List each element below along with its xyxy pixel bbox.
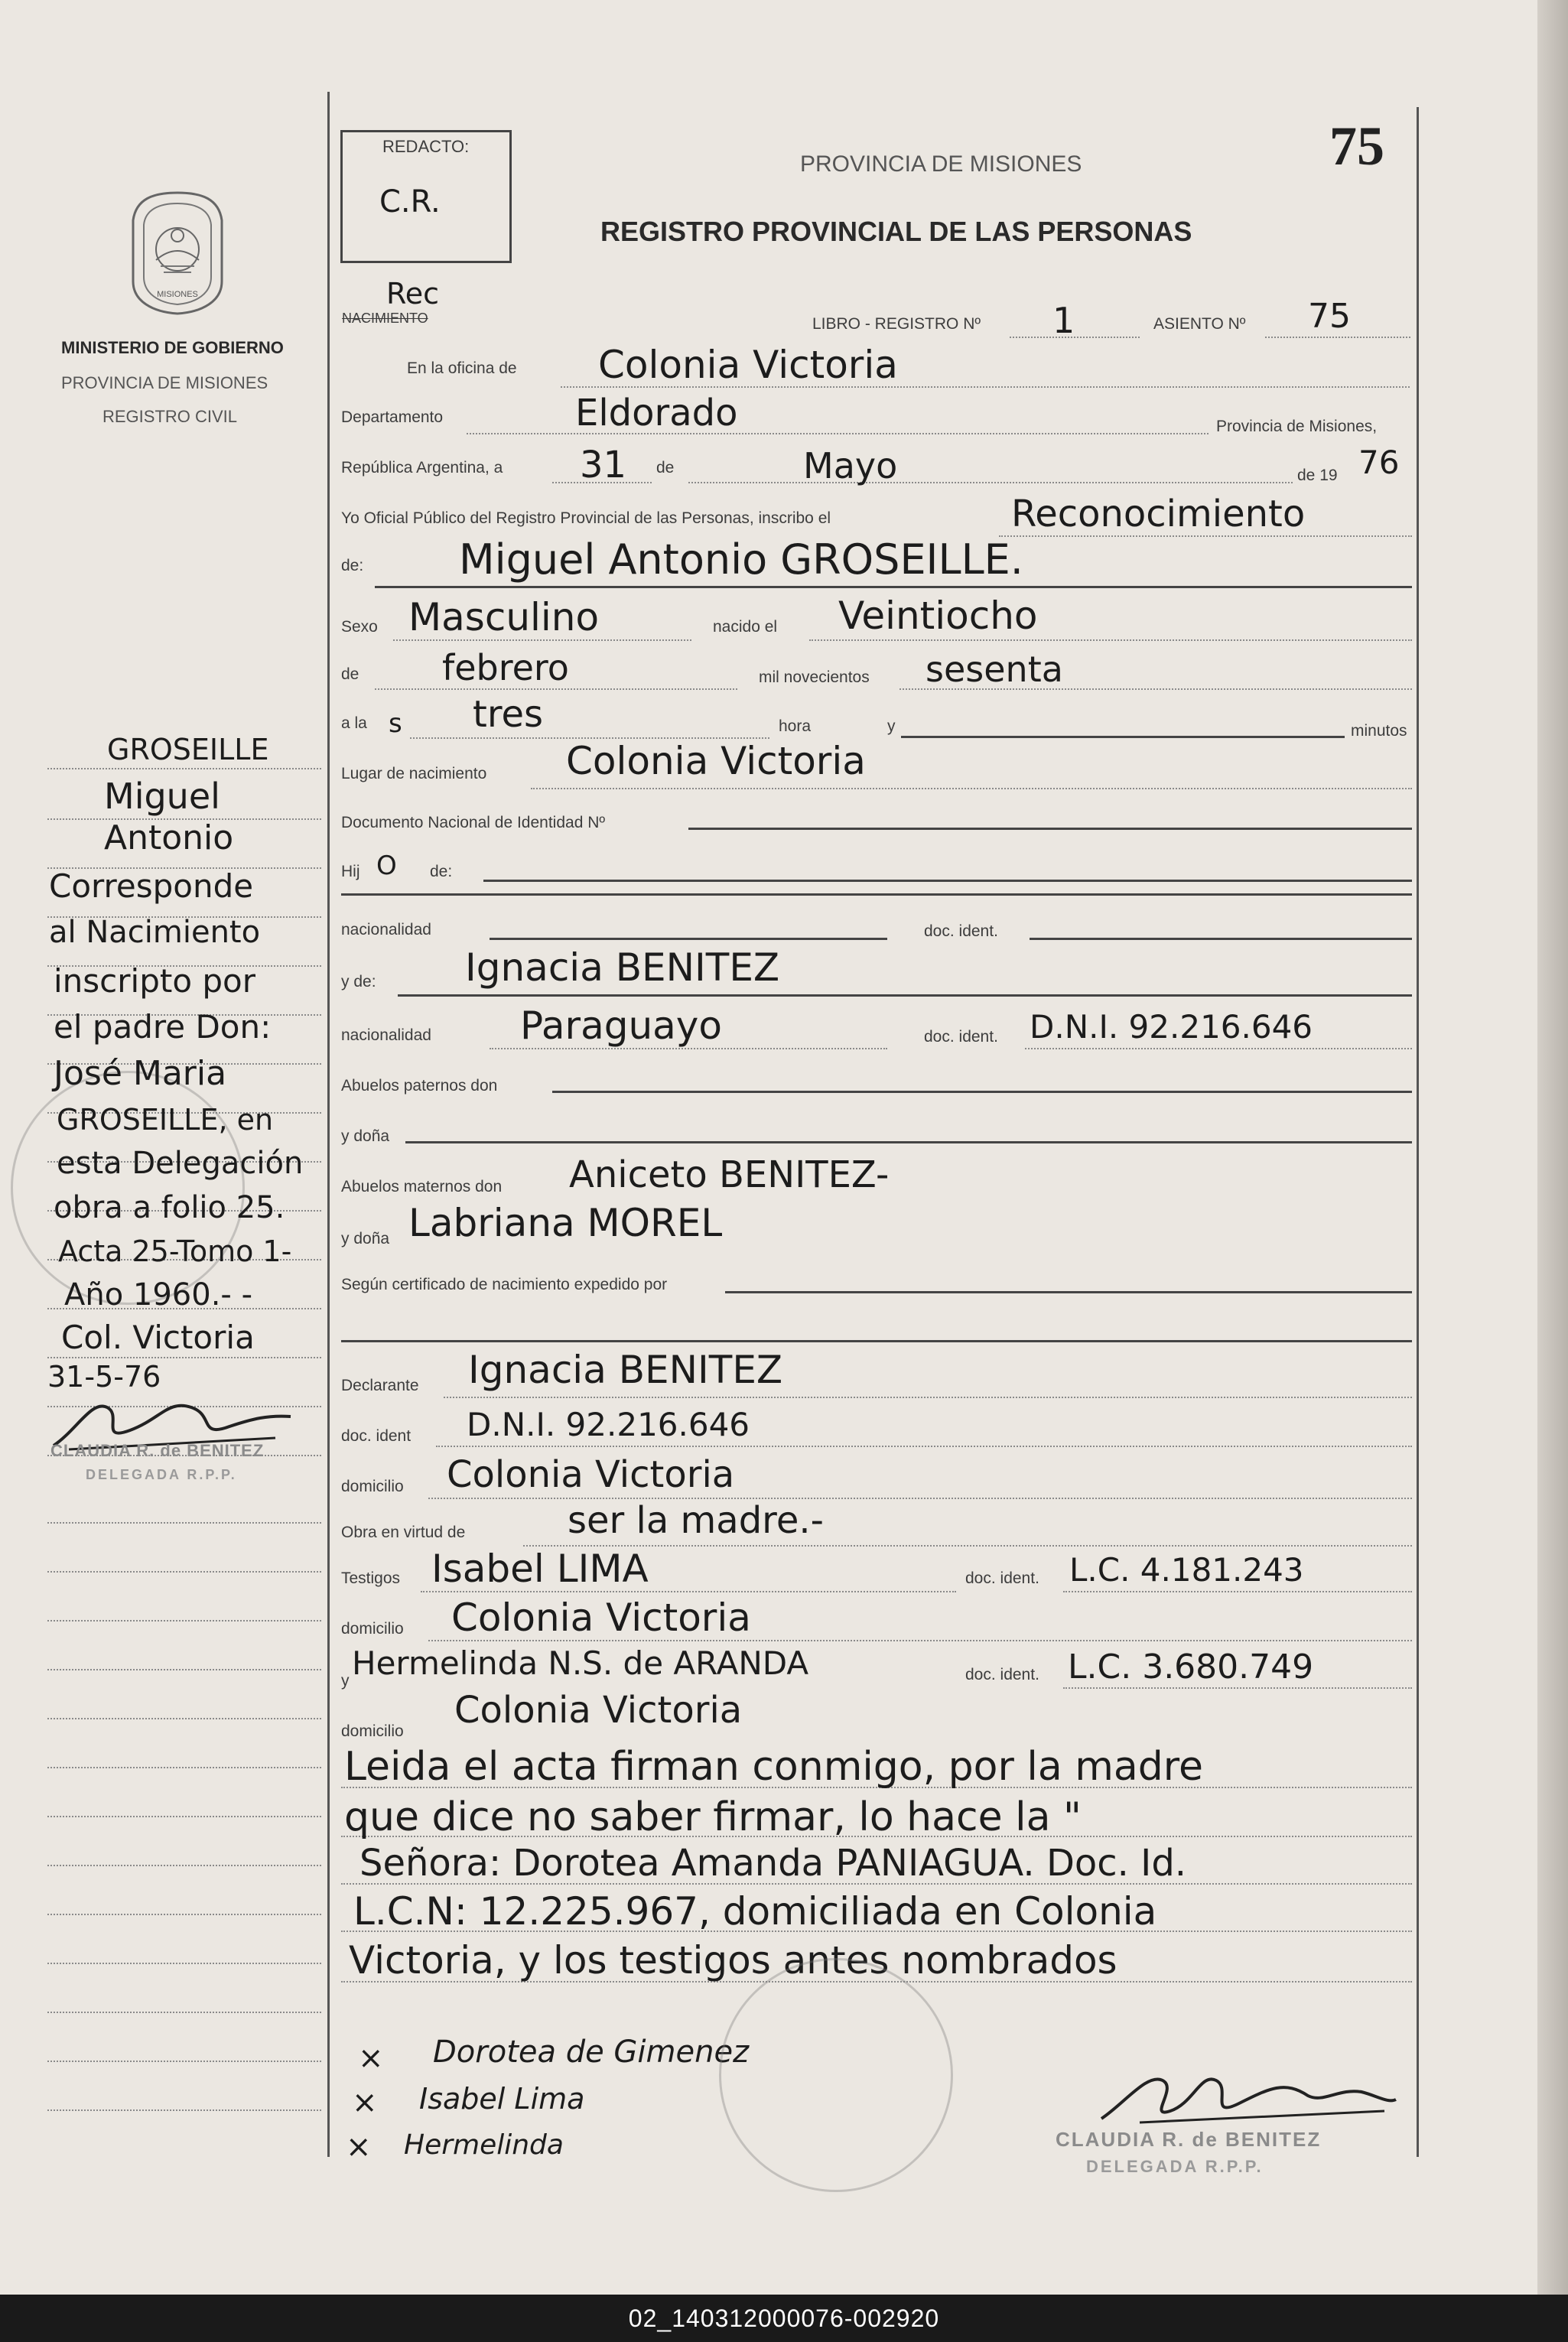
signature-mark-2: ×	[352, 2085, 378, 2120]
type-printed: NACIMIENTO	[342, 311, 428, 326]
testigos-label: Testigos	[341, 1569, 401, 1587]
mil-label: mil novecientos	[759, 668, 870, 686]
birth-month-value: febrero	[442, 647, 569, 688]
hora-label: hora	[779, 717, 812, 735]
y-label-2: y	[341, 1672, 350, 1690]
y-dona-label: y doña	[341, 1127, 390, 1145]
oficial-label: Yo Oficial Público del Registro Provincial de las Personas, inscribo el	[341, 509, 831, 527]
asiento-value: 75	[1308, 297, 1351, 336]
closing-line-5: Victoria, y los testigos antes nombrados	[349, 1938, 1117, 1983]
name-value: Miguel Antonio GROSEILLE.	[459, 535, 1023, 584]
de19-label: de 19	[1297, 467, 1338, 484]
margin-note-2: Miguel	[104, 776, 220, 817]
provincia-label: Provincia de Misiones,	[1216, 418, 1378, 435]
margin-stamp-title: DELEGADA R.P.P.	[86, 1467, 237, 1482]
nacido-label: nacido el	[713, 618, 778, 636]
testigo1-value: Isabel LIMA	[431, 1547, 649, 1591]
abuelos-pat-label: Abuelos paternos don	[341, 1077, 498, 1095]
page-edge	[1537, 0, 1568, 2295]
signature-3: Hermelinda	[404, 2129, 564, 2161]
margin-note-13: Año 1960.- -	[64, 1277, 252, 1312]
margin-note-10: esta Delegación	[57, 1146, 304, 1181]
declarante-label: Declarante	[341, 1377, 419, 1394]
nacionalidad2-value: Paraguayo	[520, 1003, 722, 1048]
doc-ident3-value: D.N.I. 92.216.646	[467, 1406, 750, 1443]
domicilio2-value: Colonia Victoria	[451, 1595, 751, 1640]
official-stamp-name: CLAUDIA R. de BENITEZ	[1056, 2128, 1322, 2151]
y-label: y	[887, 717, 896, 735]
domicilio3-value: Colonia Victoria	[454, 1689, 743, 1732]
registry-title: REGISTRO PROVINCIAL DE LAS PERSONAS	[600, 216, 1192, 247]
minutos-label: minutos	[1351, 722, 1407, 740]
de-label-3: de	[341, 665, 359, 683]
doc-ident-label: doc. ident.	[924, 922, 998, 940]
nacido-value: Veintiocho	[838, 594, 1038, 638]
margin-note-15: 31-5-76	[47, 1360, 161, 1394]
closing-line-4: L.C.N: 12.225.967, domiciliada en Colonia	[353, 1889, 1157, 1934]
libro-label: LIBRO - REGISTRO Nº	[812, 315, 981, 333]
mil-value: sesenta	[926, 649, 1063, 690]
y-dona2-value: Labriana MOREL	[408, 1201, 723, 1245]
doc-ident4-label: doc. ident.	[965, 1569, 1039, 1587]
margin-note-5: al Nacimiento	[49, 915, 261, 950]
departamento-label: Departamento	[341, 408, 444, 426]
alas-label: a la	[341, 714, 367, 732]
redacto-label: REDACTO:	[382, 137, 470, 156]
lugar-label: Lugar de nacimiento	[341, 765, 487, 782]
faded-stamp-bottom	[719, 1958, 953, 2192]
signature-mark-3: ×	[346, 2129, 372, 2165]
doc-ident4-value: L.C. 4.181.243	[1069, 1551, 1304, 1589]
official-signature-icon	[1094, 2057, 1400, 2134]
year-value: 76	[1358, 444, 1400, 481]
closing-line-2: que dice no saber firmar, lo hace la "	[344, 1794, 1082, 1840]
ministry-line1: MINISTERIO DE GOBIERNO	[61, 338, 284, 357]
margin-note-14: Col. Victoria	[61, 1319, 255, 1356]
margin-note-11: obra a folio 25.	[54, 1190, 285, 1225]
left-form-border	[327, 92, 330, 2157]
abuelos-mat-label: Abuelos maternos don	[341, 1178, 503, 1195]
testigo2-value: Hermelinda N.S. de ARANDA	[352, 1644, 809, 1682]
signature-2: Isabel Lima	[419, 2082, 585, 2116]
de-label: de	[656, 459, 675, 477]
hijo-de-label: de:	[430, 863, 453, 880]
republica-label: República Argentina, a	[341, 459, 503, 477]
obra-value: ser la madre.-	[568, 1499, 824, 1542]
libro-value: 1	[1052, 300, 1075, 341]
misiones-seal-icon	[122, 190, 233, 317]
oficina-value: Colonia Victoria	[598, 343, 898, 387]
closing-line-1: Leida el acta firman conmigo, por la madre	[344, 1744, 1204, 1790]
domicilio-label: domicilio	[341, 1478, 404, 1495]
province-title: PROVINCIA DE MISIONES	[800, 151, 1082, 177]
domicilio2-label: domicilio	[341, 1620, 404, 1638]
nacionalidad-label: nacionalidad	[341, 921, 431, 938]
dni-label: Documento Nacional de Identidad Nº	[341, 814, 606, 831]
margin-note-7: el padre Don:	[54, 1008, 272, 1046]
oficina-label: En la oficina de	[407, 359, 517, 377]
margin-note-6: inscripto por	[54, 962, 255, 1000]
redacto-box	[340, 130, 512, 263]
doc-ident2-label: doc. ident.	[924, 1028, 998, 1046]
margin-stamp-name: CLAUDIA R. de BENITEZ	[50, 1441, 265, 1460]
margin-note-12: Acta 25-Tomo 1-	[58, 1234, 292, 1268]
image-id-bar	[0, 2295, 1568, 2342]
closing-line-3: Señora: Dorotea Amanda PANIAGUA. Doc. Id.	[359, 1842, 1187, 1885]
margin-note-4: Corresponde	[49, 867, 254, 905]
nacionalidad2-label: nacionalidad	[341, 1026, 431, 1044]
doc-ident3-label: doc. ident	[341, 1427, 412, 1445]
ministry-line2: PROVINCIA DE MISIONES	[61, 373, 268, 392]
doc-ident5-label: doc. ident.	[965, 1666, 1039, 1683]
signature-mark-1: ×	[358, 2041, 384, 2076]
y-dona2-label: y doña	[341, 1230, 390, 1247]
day-value: 31	[580, 444, 627, 486]
doc-ident5-value: L.C. 3.680.749	[1068, 1648, 1314, 1687]
departamento-value: Eldorado	[575, 392, 738, 434]
asiento-label: ASIENTO Nº	[1153, 315, 1246, 333]
domicilio3-label: domicilio	[341, 1722, 404, 1740]
alas-s: s	[389, 708, 402, 739]
signature-1: Dorotea de Gimenez	[433, 2035, 750, 2070]
right-form-border	[1417, 107, 1419, 2157]
hijo-value: O	[376, 851, 397, 881]
certificado-label: Según certificado de nacimiento expedido por	[341, 1276, 668, 1293]
obra-label: Obra en virtud de	[341, 1524, 466, 1541]
image-id-text: 02_140312000076-002920	[628, 2304, 940, 2332]
type-handwritten: Rec	[386, 277, 439, 311]
hijo-label: Hij	[341, 863, 360, 880]
madre-value: Ignacia BENITEZ	[465, 945, 780, 990]
alas-value: tres	[473, 693, 544, 736]
inscribo-value: Reconocimiento	[1011, 493, 1306, 535]
official-stamp-title: DELEGADA R.P.P.	[1086, 2157, 1264, 2176]
doc-ident2-value: D.N.I. 92.216.646	[1030, 1008, 1313, 1046]
sexo-value: Masculino	[408, 595, 600, 639]
declarante-value: Ignacia BENITEZ	[468, 1348, 783, 1392]
de-label-2: de:	[341, 557, 364, 574]
domicilio-value: Colonia Victoria	[447, 1453, 735, 1496]
month-value: Mayo	[803, 445, 898, 486]
lugar-value: Colonia Victoria	[566, 739, 866, 783]
margin-note-8: José Maria	[54, 1054, 227, 1093]
redacto-value: C.R.	[379, 184, 441, 220]
margin-note-1: GROSEILLE	[107, 733, 269, 766]
abuelos-mat-value: Aniceto BENITEZ-	[569, 1153, 890, 1196]
ministry-line3: REGISTRO CIVIL	[102, 407, 238, 426]
page-number: 75	[1329, 115, 1384, 177]
sexo-label: Sexo	[341, 618, 378, 636]
svg-text:MISIONES: MISIONES	[157, 290, 198, 299]
y-de-label: y de:	[341, 973, 376, 990]
margin-note-9: GROSEILLE, en	[57, 1103, 274, 1137]
margin-note-3: Antonio	[104, 818, 234, 857]
